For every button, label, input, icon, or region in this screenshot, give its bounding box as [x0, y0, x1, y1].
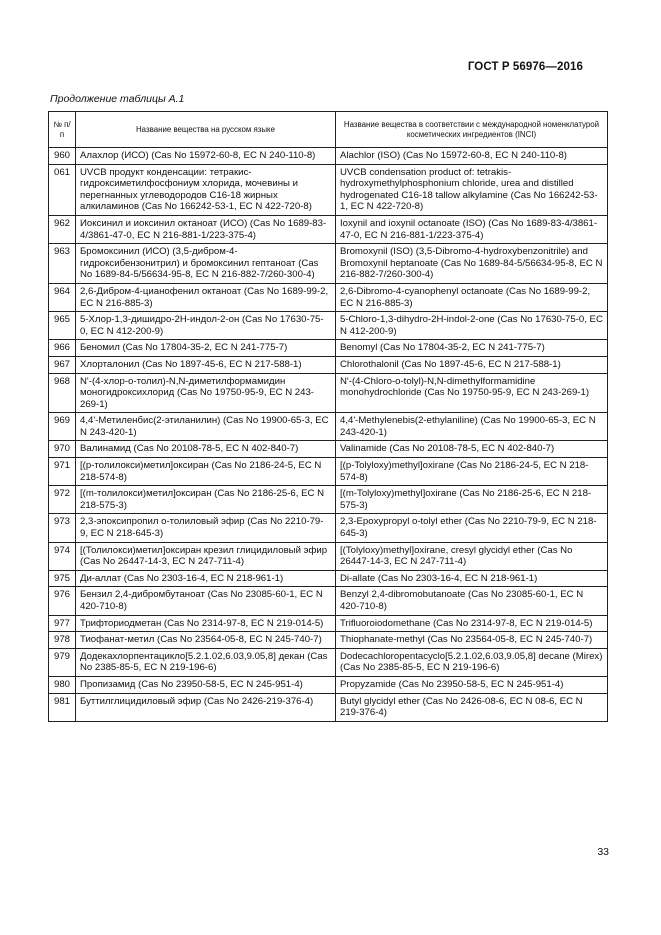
inci-name-cell: [(p-Tolyloxy)methyl]oxirane (Cas No 2186-24-5, EC N 218-574-8)	[336, 458, 608, 486]
row-number-cell: 981	[49, 693, 76, 721]
inci-name-cell: [(Tolyloxy)methyl]oxirane, cresyl glycidyl ether (Cas No 26447-14-3, EC N 247-711-4)	[336, 542, 608, 570]
table-row	[49, 413, 608, 441]
table-row	[49, 458, 608, 486]
russian-name-cell: Трифториодметан (Cas No 2314-97-8, ЕС N 219-014-5)	[76, 615, 336, 632]
russian-name-cell: Алахлор (ИСО) (Cas No 15972-60-8, ЕС N 240-110-8)	[76, 148, 336, 165]
row-number-cell: 973	[49, 514, 76, 542]
table-row	[49, 356, 608, 373]
table-row	[49, 676, 608, 693]
table-row	[49, 542, 608, 570]
inci-name-cell: [(m-Tolyloxy)methyl]oxirane (Cas No 2186-25-6, EC N 218-575-3)	[336, 486, 608, 514]
row-number-cell: 960	[49, 148, 76, 165]
russian-name-cell: [(m-толилокси)метил]оксиран (Cas No 2186-25-6, ЕС N 218-575-3)	[76, 486, 336, 514]
table-row	[49, 244, 608, 284]
column-header-number: № п/п	[49, 112, 76, 148]
table-row	[49, 648, 608, 676]
table-continuation-caption: Продолжение таблицы А.1	[50, 93, 185, 105]
row-number-cell: 975	[49, 570, 76, 587]
inci-name-cell: Dodecachloropentacyclo[5.2.1.02,6.03,9.05,8] decane (Mirex) (Cas No 2385-85-5, EC N 219-196-6)	[336, 648, 608, 676]
table-row	[49, 615, 608, 632]
inci-name-cell: UVCB condensation product of: tetrakis-hydroxymethylphosphonium chloride, urea and distilled hydrogenated C16-18 tallow alkylamine (Cas No 166242-53-1, EC N 422-720-8)	[336, 164, 608, 215]
inci-name-cell: 4,4'-Methylenebis(2-ethylaniline) (Cas No 19900-65-3, EC N 243-420-1)	[336, 413, 608, 441]
row-number-cell: 976	[49, 587, 76, 615]
table-row	[49, 441, 608, 458]
table-row	[49, 632, 608, 649]
russian-name-cell: Тиофанат-метил (Cas No 23564-05-8, ЕС N 245-740-7)	[76, 632, 336, 649]
table-row	[49, 283, 608, 311]
row-number-cell: 970	[49, 441, 76, 458]
russian-name-cell: Бензил 2,4-дибромбутаноат (Cas No 23085-60-1, ЕС N 420-710-8)	[76, 587, 336, 615]
inci-name-cell: Benomyl (Cas No 17804-35-2, EC N 241-775-7)	[336, 340, 608, 357]
russian-name-cell: N'-(4-хлор-о-толил)-N,N-диметилформамидин моногидроксихлорид (Cas No 19750-95-9, ЕС N 243-269-1)	[76, 373, 336, 413]
russian-name-cell: 4,4'-Метиленбис(2-этиланилин) (Cas No 19900-65-3, ЕС N 243-420-1)	[76, 413, 336, 441]
inci-name-cell: Butyl glycidyl ether (Cas No 2426-08-6, EC N 08-6, EC N 219-376-4)	[336, 693, 608, 721]
russian-name-cell: [(р-толилокси)метил]оксиран (Cas No 2186-24-5, ЕС N 218-574-8)	[76, 458, 336, 486]
table-row	[49, 587, 608, 615]
table-row	[49, 312, 608, 340]
row-number-cell: 969	[49, 413, 76, 441]
table-row	[49, 570, 608, 587]
russian-name-cell: Ди-аллат (Cas No 2303-16-4, ЕС N 218-961-1)	[76, 570, 336, 587]
russian-name-cell: Додекахлорпентацикло[5.2.1.02,6.03,9.05,8] декан (Cas No 2385-85-5, ЕС N 219-196-6)	[76, 648, 336, 676]
inci-name-cell: Ioxynil and ioxynil octanoate (ISO) (Cas No 1689-83-4/3861-47-0, EC N 216-881-1/223-375-4)	[336, 215, 608, 243]
inci-name-cell: Valinamide (Cas No 20108-78-5, EC N 402-840-7)	[336, 441, 608, 458]
inci-name-cell: 2,3-Epoxypropyl o-tolyl ether (Cas No 2210-79-9, EC N 218-645-3)	[336, 514, 608, 542]
inci-name-cell: Alachlor (ISO) (Cas No 15972-60-8, EC N 240-110-8)	[336, 148, 608, 165]
row-number-cell: 980	[49, 676, 76, 693]
table-row	[49, 215, 608, 243]
inci-name-cell: Propyzamide (Cas No 23950-58-5, EC N 245-951-4)	[336, 676, 608, 693]
inci-name-cell: Benzyl 2,4-dibromobutanoate (Cas No 23085-60-1, EC N 420-710-8)	[336, 587, 608, 615]
column-header-russian-name: Название вещества на русском языке	[76, 112, 336, 148]
russian-name-cell: 2,6-Дибром-4-цианофенил октаноат (Cas No 1689-99-2, ЕС N 216-885-3)	[76, 283, 336, 311]
row-number-cell: 972	[49, 486, 76, 514]
russian-name-cell: Буттилглицидиловый эфир (Cas No 2426-219-376-4)	[76, 693, 336, 721]
table-row	[49, 164, 608, 215]
row-number-cell: 963	[49, 244, 76, 284]
row-number-cell: 977	[49, 615, 76, 632]
russian-name-cell: UVCB продукт конденсации: тетракис-гидроксиметилфосфониум хлорида, мочевины и перегнанных углеводородов C16-18 жирных алкиламинов (Cas No 166242-53-1, ЕС N 422-720-8)	[76, 164, 336, 215]
inci-name-cell: 5-Chloro-1,3-dihydro-2H-indol-2-one (Cas No 17630-75-0, EC N 412-200-9)	[336, 312, 608, 340]
row-number-cell: 967	[49, 356, 76, 373]
row-number-cell: 964	[49, 283, 76, 311]
inci-name-cell: Chlorothalonil (Cas No 1897-45-6, EC N 217-588-1)	[336, 356, 608, 373]
russian-name-cell: Пропизамид (Cas No 23950-58-5, ЕС N 245-951-4)	[76, 676, 336, 693]
table-row	[49, 514, 608, 542]
russian-name-cell: Хлорталонил (Cas No 1897-45-6, ЕС N 217-588-1)	[76, 356, 336, 373]
substances-table	[48, 111, 608, 722]
table-row	[49, 148, 608, 165]
inci-name-cell: Thiophanate-methyl (Cas No 23564-05-8, EC N 245-740-7)	[336, 632, 608, 649]
row-number-cell: 968	[49, 373, 76, 413]
russian-name-cell: 5-Хлор-1,3-дишидро-2Н-индол-2-он (Cas No 17630-75-0, ЕС N 412-200-9)	[76, 312, 336, 340]
table-row	[49, 486, 608, 514]
column-header-inci-name: Название вещества в соответствии с международной номенклатурой косметических ингредиентов (INCI)	[336, 112, 608, 148]
row-number-cell: 971	[49, 458, 76, 486]
table-row	[49, 693, 608, 721]
inci-name-cell: Di-allate (Cas No 2303-16-4, EC N 218-961-1)	[336, 570, 608, 587]
russian-name-cell: Иоксинил и иоксинил октаноат (ИСО) (Cas No 1689-83-4/3861-47-0, ЕС N 216-881-1/223-375-4)	[76, 215, 336, 243]
row-number-cell: 965	[49, 312, 76, 340]
russian-name-cell: Бромоксинил (ИСО) (3,5-дибром-4-гидроксибензонитрил) и бромоксинил гептаноат (Cas No 1689-84-5/56634-95-8, ЕС N 216-882-7/260-300-4)	[76, 244, 336, 284]
row-number-cell: 962	[49, 215, 76, 243]
row-number-cell: 979	[49, 648, 76, 676]
table-header-row	[49, 112, 608, 148]
russian-name-cell: 2,3-эпоксипропил о-толиловый эфир (Cas No 2210-79-9, ЕС N 218-645-3)	[76, 514, 336, 542]
inci-name-cell: N'-(4-Chloro-o-tolyl)-N,N-dimethylformamidine monohydrochloride (Cas No 19750-95-9, EC N 243-269-1)	[336, 373, 608, 413]
russian-name-cell: Беномил (Cas No 17804-35-2, ЕС N 241-775-7)	[76, 340, 336, 357]
row-number-cell: 978	[49, 632, 76, 649]
russian-name-cell: Валинамид (Cas No 20108-78-5, ЕС N 402-840-7)	[76, 441, 336, 458]
standard-code: ГОСТ Р 56976—2016	[467, 61, 583, 73]
russian-name-cell: [(Толилокси)метил]оксиран крезил глицидиловый эфир (Cas No 26447-14-3, ЕС N 247-711-4)	[76, 542, 336, 570]
table-row	[49, 373, 608, 413]
page-number: 33	[597, 846, 609, 858]
row-number-cell: 061	[49, 164, 76, 215]
inci-name-cell: 2,6-Dibromo-4-cyanophenyl octanoate (Cas No 1689-99-2, EC N 216-885-3)	[336, 283, 608, 311]
inci-name-cell: Trifluoroiodomethane (Cas No 2314-97-8, EC N 219-014-5)	[336, 615, 608, 632]
table-row	[49, 340, 608, 357]
row-number-cell: 966	[49, 340, 76, 357]
row-number-cell: 974	[49, 542, 76, 570]
inci-name-cell: Bromoxynil (ISO) (3,5-Dibromo-4-hydroxybenzonitrile) and Bromoxynil heptanoate (Cas No 1689-84-5/56634-95-8, EC N 216-882-7/260-300-4)	[336, 244, 608, 284]
